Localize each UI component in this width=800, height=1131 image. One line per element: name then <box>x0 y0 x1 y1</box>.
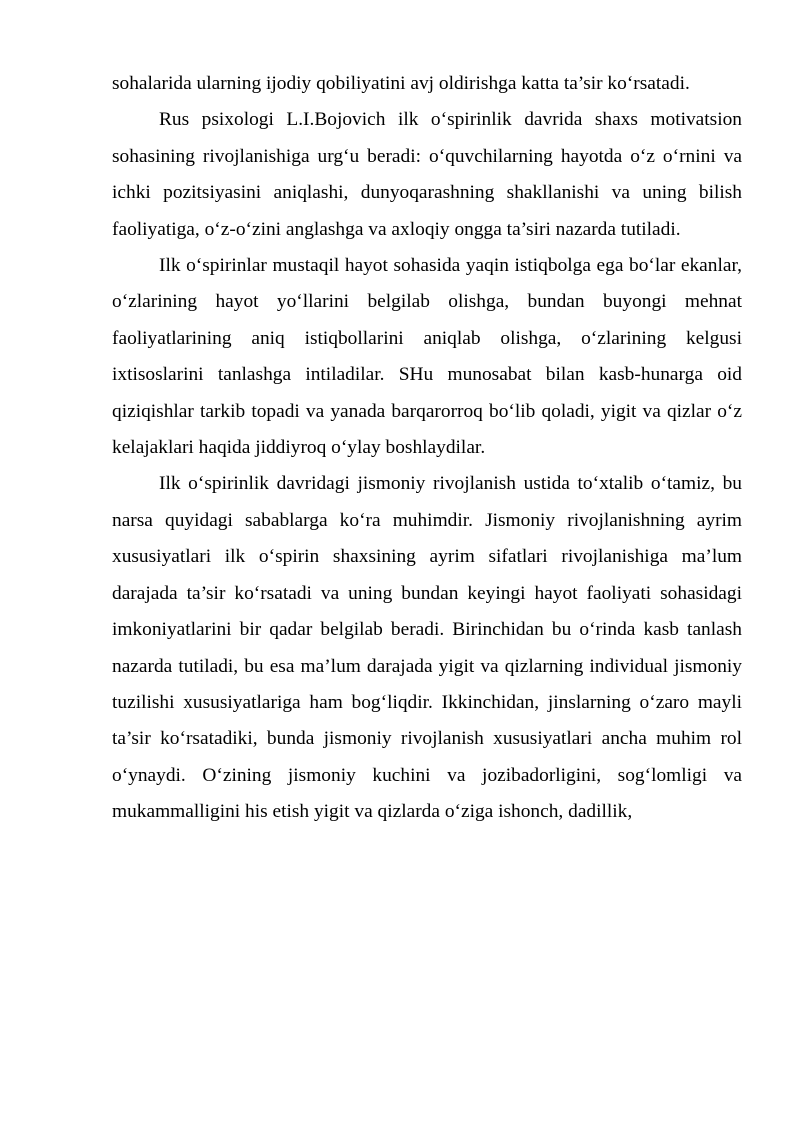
document-page <box>112 66 742 831</box>
paragraph-2: Rus psixologi L.I.Bojovich ilk o‘spirinlik davrida shaxs motivatsion sohasining rivojlanishiga urg‘u beradi: o‘quvchilarning hayotda o‘z o‘rnini va ichki pozitsiyasini aniqlashi, dunyoqarashning shakllanishi va uning bilish faoliyatiga, o‘z-o‘zini anglashga va axloqiy ongga ta’siri nazarda tutiladi. <box>112 109 742 240</box>
paragraph-1: sohalarida ularning ijodiy qobiliyatini avj oldirishga katta ta’sir ko‘rsatadi. <box>112 73 690 94</box>
paragraph-4: Ilk o‘spirinlik davridagi jismoniy rivojlanish ustida to‘xtalib o‘tamiz, bu narsa quyidagi sabablarga ko‘ra muhimdir. Jismoniy rivojlanishning ayrim xususiyatlari ilk o‘spirin shaxsining ayrim sifatlari rivojlanishiga ma’lum darajada ta’sir ko‘rsatadi va uning bundan keyingi hayot faoliyati sohasidagi imkoniyatlarini bir qadar belgilab beradi. Birinchidan bu o‘rinda kasb tanlash nazarda tutiladi, bu esa ma’lum darajada yigit va qizlarning individual jismoniy tuzilishi xususiyatlariga ham bog‘liqdir. Ikkinchidan, jinslarning o‘zaro mayli ta’sir ko‘rsatadiki, bunda jismoniy rivojlanish xususiyatlari ancha muhim rol o‘ynaydi. O‘zining jismoniy kuchini va jozibadorligini, sog‘lomligi va mukammalligini his etish yigit va qizlarda o‘ziga ishonch, dadillik, <box>112 473 742 823</box>
paragraph-3: Ilk o‘spirinlar mustaqil hayot sohasida yaqin istiqbolga ega bo‘lar ekanlar, o‘zlarining hayot yo‘llarini belgilab olishga, bundan buyongi mehnat faoliyatlarining aniq istiqbollarini aniqlab olishga, o‘zlarining kelgusi ixtisoslarini tanlashga intiladilar. SHu munosabat bilan kasb-hunarga oid qiziqishlar tarkib topadi va yanada barqarorroq bo‘lib qoladi, yigit va qizlar o‘z kelajaklari haqida jiddiyroq o‘ylay boshlaydilar. <box>112 255 742 459</box>
